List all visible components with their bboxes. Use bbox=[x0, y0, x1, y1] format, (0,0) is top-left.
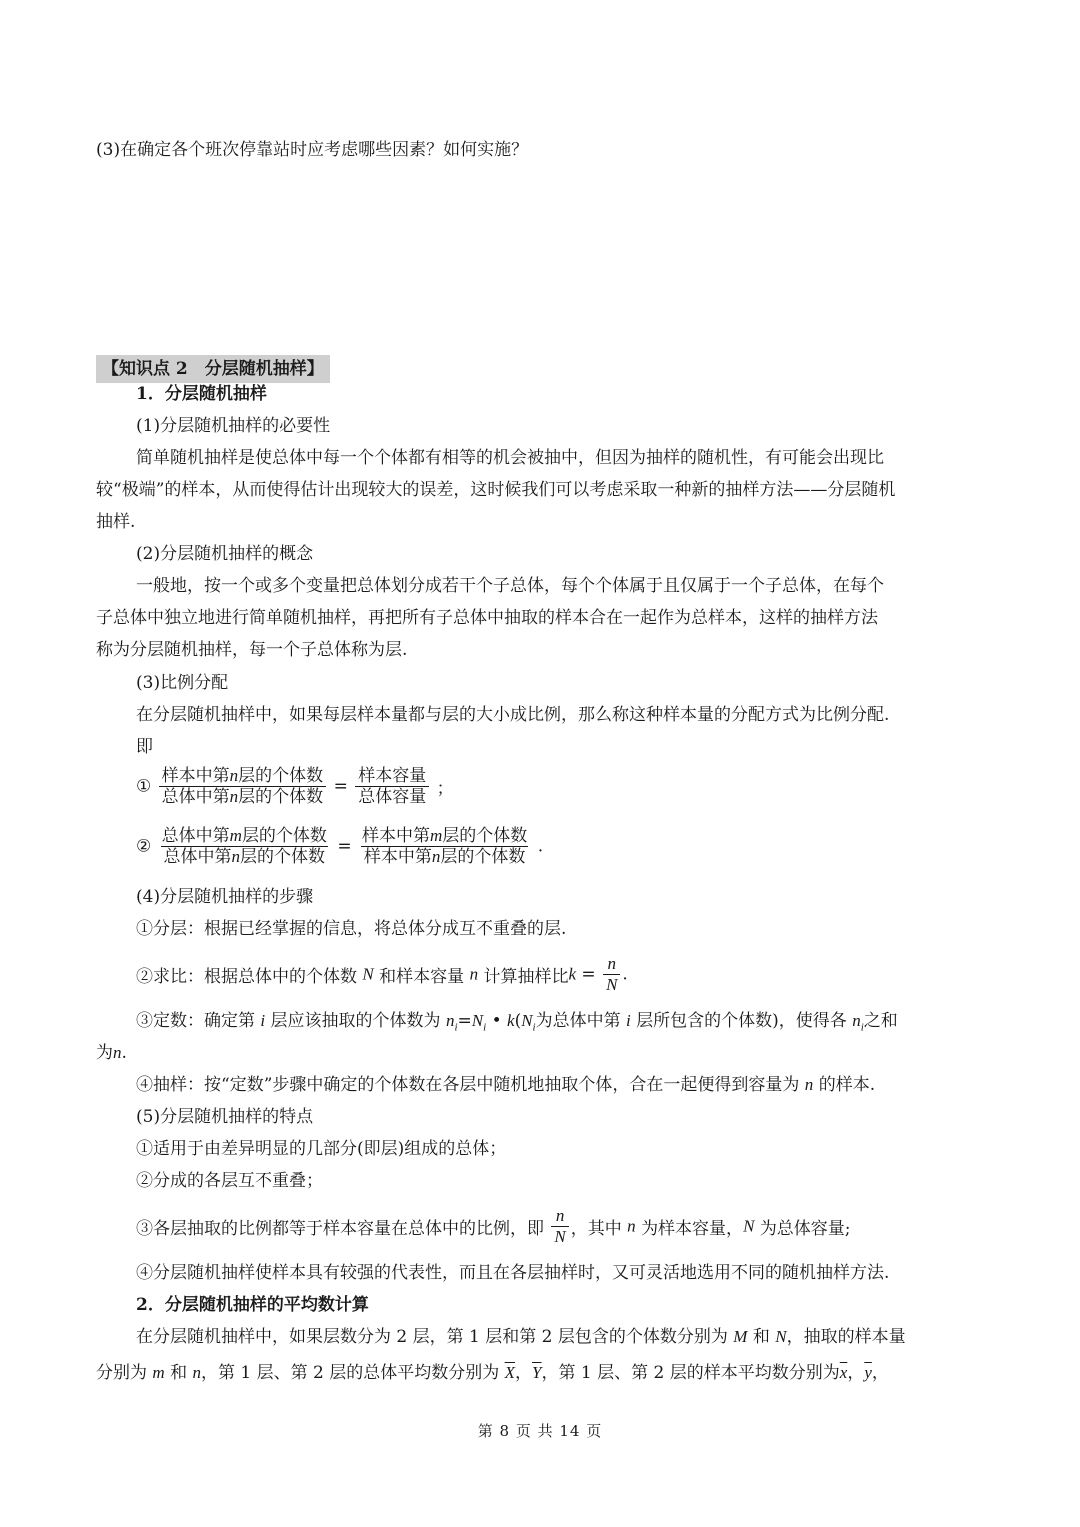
page-footer: 第 8 页 共 14 页 bbox=[477, 1422, 603, 1440]
step-4: ④抽样：按“定数”步骤中确定的个体数在各层中随机地抽取个体，合在一起便得到容量为 n 的样本. bbox=[136, 1075, 876, 1095]
section-2-line-2: 分别为 m 和 n，第 1 层、第 2 层的总体平均数分别为 $\overline{X}$，$\overline{Y}$，第 1 层、第 2 层的样本平均数分别为$\overline{x}$，$\overline{y}$， bbox=[96, 1363, 889, 1383]
step-3-line-1: ③定数：确定第 i 层应该抽取的个体数为 $n_i=N_i$ • $k(N_i$为总体中第 i 层所包含的个体数)，使得各 $n_i$之和 bbox=[136, 1011, 898, 1034]
step-1: ①分层：根据已经掌握的信息，将总体分成互不重叠的层. bbox=[136, 919, 567, 939]
formula-1-mark: ① bbox=[136, 776, 152, 797]
paragraph-2-line-3: 称为分层随机抽样，每一个子总体称为层. bbox=[96, 640, 408, 660]
step-2-ratio: $\frac{n}{N}$ bbox=[603, 954, 620, 995]
formula-1: ① $\frac{\text{样本中第n层的个体数}}{\text{总体中第n层的个体数}}$ = $\frac{\text{样本容量}}{\text{总体容量}}$ ； bbox=[136, 766, 454, 807]
paragraph-1-line-2: 较“极端”的样本，从而使得估计出现较大的误差，这时候我们可以考虑采取一种新的抽样方法——分层随机 bbox=[96, 480, 896, 500]
subsection-4-title: (4)分层随机抽样的步骤 bbox=[136, 887, 314, 907]
section-2-line-1: 在分层随机抽样中，如果层数分为 2 层，第 1 层和第 2 层包含的个体数分别为 M 和 N，抽取的样本量 bbox=[136, 1327, 906, 1347]
formula-2-rhs: $\frac{\text{样本中第m层的个体数}}{\text{样本中第n层的个体数}}$ bbox=[362, 826, 528, 867]
knowledge-point-header: 【知识点 2 分层随机抽样】 bbox=[96, 355, 330, 383]
subsection-2-title: (2)分层随机抽样的概念 bbox=[136, 544, 314, 564]
paragraph-1-line-1: 简单随机抽样是使总体中每一个个体都有相等的机会被抽中，但因为抽样的随机性，有可能会出现比 bbox=[136, 448, 884, 468]
feature-2: ②分成的各层互不重叠； bbox=[136, 1171, 323, 1191]
paragraph-2-line-2: 子总体中独立地进行简单随机抽样，再把所有子总体中抽取的样本合在一起作为总样本，这样的抽样方法 bbox=[96, 608, 878, 628]
feature-3: ③各层抽取的比例都等于样本容量在总体中的比例，即 $\frac{n}{N}$ ，其中 n 为样本容量，N 为总体容量; bbox=[136, 1206, 851, 1246]
step-3-line-2: 为n. bbox=[96, 1043, 127, 1063]
question-3: (3)在确定各个班次停靠站时应考虑哪些因素？如何实施？ bbox=[96, 140, 529, 160]
subsection-5-title: (5)分层随机抽样的特点 bbox=[136, 1107, 314, 1127]
paragraph-3-line-1: 在分层随机抽样中，如果每层样本量都与层的大小成比例，那么称这种样本量的分配方式为比例分配. bbox=[136, 705, 890, 725]
formula-2: ② $\frac{\text{总体中第m层的个体数}}{\text{总体中第n层的个体数}}$ = $\frac{\text{样本中第m层的个体数}}{\text{样本中第n层的个体数}}$ . bbox=[136, 826, 544, 867]
feature-1: ①适用于由差异明显的几部分(即层)组成的总体； bbox=[136, 1139, 507, 1159]
subsection-3-title: (3)比例分配 bbox=[136, 673, 229, 693]
formula-1-rhs: $\frac{\text{样本容量}}{\text{总体容量}}$ bbox=[355, 766, 429, 807]
feature-4: ④分层随机抽样使样本具有较强的代表性，而且在各层抽样时，又可灵活地选用不同的随机抽样方法. bbox=[136, 1263, 890, 1283]
paragraph-1-line-3: 抽样. bbox=[96, 512, 136, 532]
formula-2-lhs: $\frac{\text{总体中第m层的个体数}}{\text{总体中第n层的个体数}}$ bbox=[161, 826, 327, 867]
step-2: ②求比：根据总体中的个体数 N 和样本容量 n 计算抽样比k = $\frac{n}{N}$ . bbox=[136, 954, 628, 994]
subsection-1-title: (1)分层随机抽样的必要性 bbox=[136, 416, 331, 436]
paragraph-2-line-1: 一般地，按一个或多个变量把总体划分成若干个子总体，每个个体属于且仅属于一个子总体，在每个 bbox=[136, 576, 884, 596]
feature-3-ratio: $\frac{n}{N}$ bbox=[551, 1206, 568, 1247]
section-1-title: 1．分层随机抽样 bbox=[136, 384, 267, 404]
section-2-title: 2．分层随机抽样的平均数计算 bbox=[136, 1295, 369, 1315]
formula-1-lhs: $\frac{\text{样本中第n层的个体数}}{\text{总体中第n层的个体数}}$ bbox=[159, 766, 327, 807]
formula-2-mark: ② bbox=[136, 836, 152, 857]
paragraph-3-line-2: 即 bbox=[136, 737, 153, 757]
